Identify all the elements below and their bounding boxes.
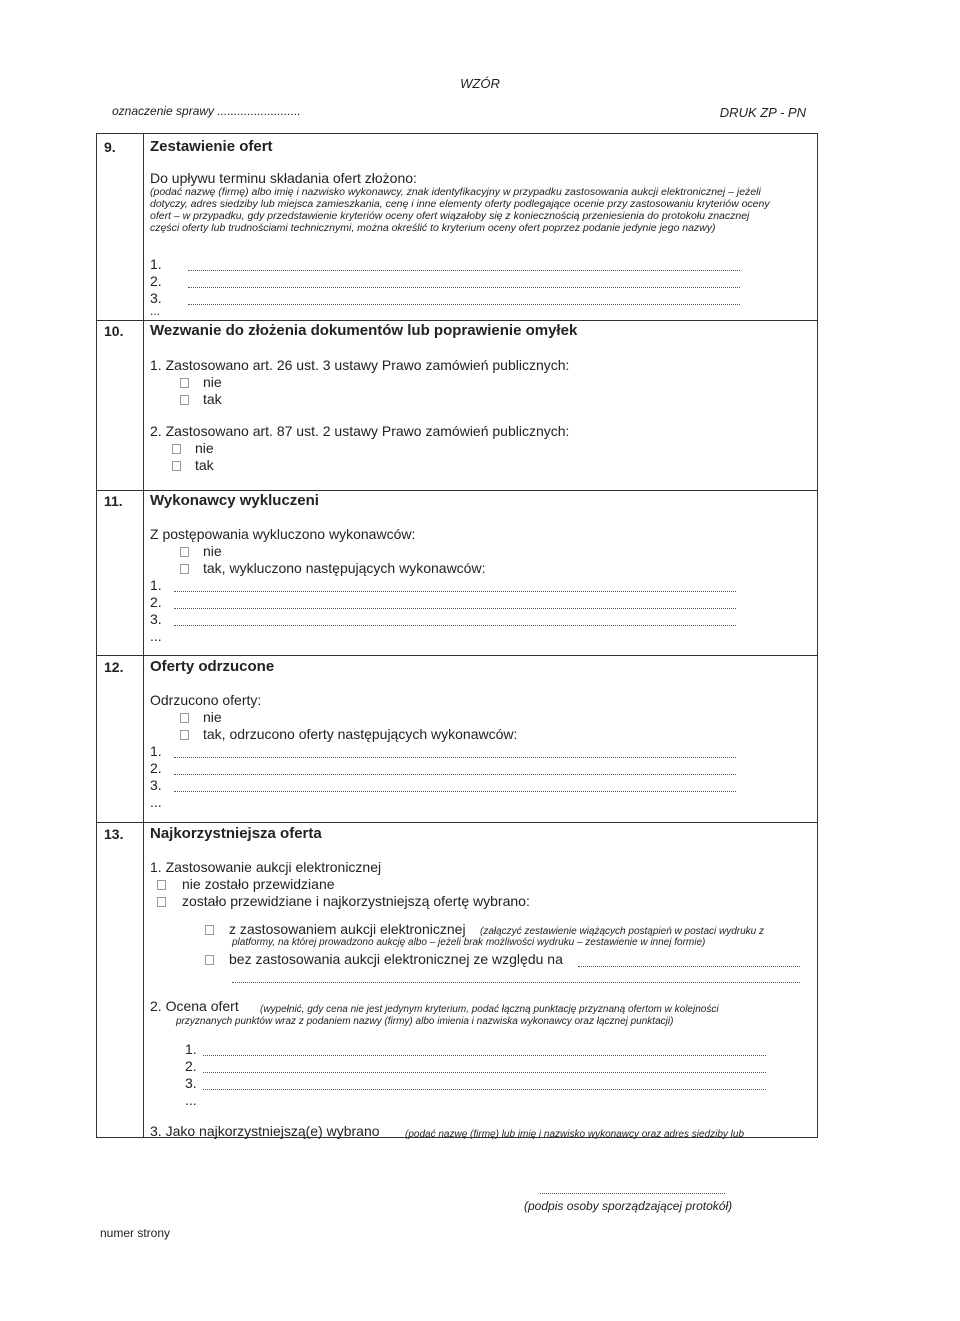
section-number: 11.	[104, 493, 123, 509]
question-text: 3. Jako najkorzystniejszą(e) wybrano	[150, 1123, 380, 1139]
fill-in-line[interactable]	[578, 966, 800, 967]
option-label: tak, wykluczono następujących wykonawców:	[203, 560, 486, 576]
checkbox-option[interactable]	[180, 543, 222, 559]
section-heading: Najkorzystniejsza oferta	[150, 825, 322, 842]
checkbox-option[interactable]	[180, 374, 222, 390]
option-label: zostało przewidziane i najkorzystniejszą ofertę wybrano:	[182, 893, 530, 909]
option-label: nie	[195, 440, 214, 456]
page-title: WZÓR	[460, 76, 500, 91]
question-text: 1. Zastosowano art. 26 ust. 3 ustawy Prawo zamówień publicznych:	[150, 357, 570, 373]
option-label: bez zastosowania aukcji elektronicznej ze względu na	[229, 951, 563, 967]
fill-in-line[interactable]	[232, 982, 800, 983]
option-label: nie	[203, 543, 222, 559]
checkbox-option[interactable]	[180, 560, 485, 576]
checkbox-icon[interactable]	[180, 730, 189, 740]
instruction-note: (podać nazwę (firmę) albo imię i nazwisko wykonawcy, znak identyfikacyjny w przypadku zastosowania aukcji elektronicznej – jeżeli	[150, 186, 761, 198]
fill-in-line[interactable]	[174, 757, 736, 758]
list-item-ellipsis: ...	[150, 304, 161, 318]
checkbox-option[interactable]	[172, 457, 214, 473]
instruction-note: platformy, na której prowadzono aukcję albo – jeżeli brak możliwości wydruku – zestawienie w innej formie)	[232, 937, 706, 948]
checkbox-option[interactable]	[172, 440, 214, 456]
checkbox-icon[interactable]	[180, 713, 189, 723]
signature-line[interactable]	[540, 1193, 725, 1194]
list-item-number: 2.	[150, 273, 162, 289]
checkbox-option[interactable]	[180, 709, 222, 725]
question-text: 1. Zastosowanie aukcji elektronicznej	[150, 859, 382, 875]
section-heading: Oferty odrzucone	[150, 658, 275, 675]
fill-in-line[interactable]	[203, 1089, 766, 1090]
section-heading: Zestawienie ofert	[150, 138, 273, 155]
section-heading: Wykonawcy wykluczeni	[150, 492, 319, 509]
section-divider	[96, 320, 818, 321]
fill-in-line[interactable]	[188, 304, 740, 305]
fill-in-line[interactable]	[174, 774, 736, 775]
fill-in-line[interactable]	[188, 270, 740, 271]
checkbox-icon[interactable]	[180, 378, 189, 388]
section-heading: Wezwanie do złożenia dokumentów lub poprawienie omyłek	[150, 322, 578, 339]
instruction-note: (podać nazwę (firmę) lub imię i nazwisko wykonawcy oraz adres siedziby lub	[405, 1129, 745, 1140]
instruction-note: (wypełnić, gdy cena nie jest jedynym kryterium, podać łączną punktację przyznaną ofertom w kolejności	[260, 1004, 719, 1015]
checkbox-icon[interactable]	[180, 395, 189, 405]
list-item-ellipsis: ...	[150, 628, 162, 644]
instruction-note: (załączyć zestawienie wiążących postąpień w postaci wydruku z	[480, 926, 765, 937]
checkbox-option[interactable]	[205, 951, 563, 967]
fill-in-line[interactable]	[203, 1055, 766, 1056]
checkbox-option[interactable]	[157, 893, 530, 909]
instruction-note: części oferty lub trudnościami technicznymi, można określić to kryterium oceny ofert poprzez podanie jedynie jego nazwy)	[150, 222, 716, 234]
list-item-number: 1.	[150, 743, 162, 759]
checkbox-icon[interactable]	[205, 955, 214, 965]
checkbox-icon[interactable]	[172, 444, 181, 454]
checkbox-icon[interactable]	[157, 880, 166, 890]
list-item-number: 1.	[150, 577, 162, 593]
checkbox-icon[interactable]	[180, 564, 189, 574]
option-label: tak	[203, 391, 222, 407]
section-number: 13.	[104, 826, 124, 842]
option-label: z zastosowaniem aukcji elektronicznej	[229, 921, 466, 937]
question-text: 2. Zastosowano art. 87 ust. 2 ustawy Prawo zamówień publicznych:	[150, 423, 570, 439]
list-item-number: 1.	[150, 256, 162, 272]
list-item-number: 3.	[150, 290, 162, 306]
checkbox-option[interactable]	[180, 391, 222, 407]
checkbox-option[interactable]	[180, 726, 517, 742]
list-item-number: 3.	[185, 1075, 197, 1091]
option-label: tak, odrzucono oferty następujących wykonawców:	[203, 726, 518, 742]
list-item-number: 3.	[150, 611, 162, 627]
list-item-number: 2.	[150, 760, 162, 776]
section-number-column	[96, 133, 144, 1138]
option-label: nie	[203, 709, 222, 725]
section-number: 10.	[104, 323, 124, 339]
page-number-label: numer strony	[100, 1226, 171, 1240]
option-label: nie zostało przewidziane	[182, 876, 335, 892]
question-text: 2. Ocena ofert	[150, 998, 239, 1014]
list-item-ellipsis: ...	[185, 1092, 197, 1108]
checkbox-icon[interactable]	[180, 547, 189, 557]
checkbox-option[interactable]	[205, 921, 466, 937]
section-number: 9.	[104, 139, 116, 155]
signature-label: (podpis osoby sporządzającej protokół)	[524, 1199, 733, 1213]
instruction-note: dotyczy, adres siedziby lub miejsca zamieszkania, cenę i inne elementy oferty podlegające ocenie przy zastosowaniu kryteriów oceny	[150, 198, 770, 210]
section-divider	[96, 655, 818, 656]
list-item-ellipsis: ...	[150, 794, 162, 810]
form-frame	[96, 133, 818, 1138]
fill-in-line[interactable]	[203, 1072, 766, 1073]
option-label: tak	[195, 457, 214, 473]
checkbox-icon[interactable]	[205, 925, 214, 935]
fill-in-line[interactable]	[174, 791, 736, 792]
section-intro: Do upływu terminu składania ofert złożono:	[150, 170, 417, 186]
list-item-number: 3.	[150, 777, 162, 793]
fill-in-line[interactable]	[174, 625, 736, 626]
section-divider	[96, 490, 818, 491]
option-label: nie	[203, 374, 222, 390]
fill-in-line[interactable]	[188, 287, 740, 288]
fill-in-line[interactable]	[174, 591, 736, 592]
instruction-note: przyznanych punktów wraz z podaniem nazwy (firmy) albo imienia i nazwiska wykonawcy oraz łącznej punktacji)	[176, 1016, 674, 1027]
case-reference-label: oznaczenie sprawy .........................	[112, 104, 301, 118]
fill-in-line[interactable]	[174, 608, 736, 609]
list-item-number: 2.	[150, 594, 162, 610]
section-number: 12.	[104, 659, 124, 675]
section-divider	[96, 822, 818, 823]
section-intro: Odrzucono oferty:	[150, 692, 262, 708]
instruction-note: ofert – w przypadku, gdy przedstawienie kryteriów oceny ofert wiązałoby się z koniecznością przeniesienia do protokołu znacznej	[150, 210, 750, 222]
checkbox-icon[interactable]	[172, 461, 181, 471]
list-item-number: 2.	[185, 1058, 197, 1074]
form-code: DRUK ZP - PN	[719, 105, 806, 120]
list-item-number: 1.	[185, 1041, 197, 1057]
checkbox-option[interactable]	[157, 876, 335, 892]
checkbox-icon[interactable]	[157, 897, 166, 907]
section-intro: Z postępowania wykluczono wykonawców:	[150, 526, 416, 542]
